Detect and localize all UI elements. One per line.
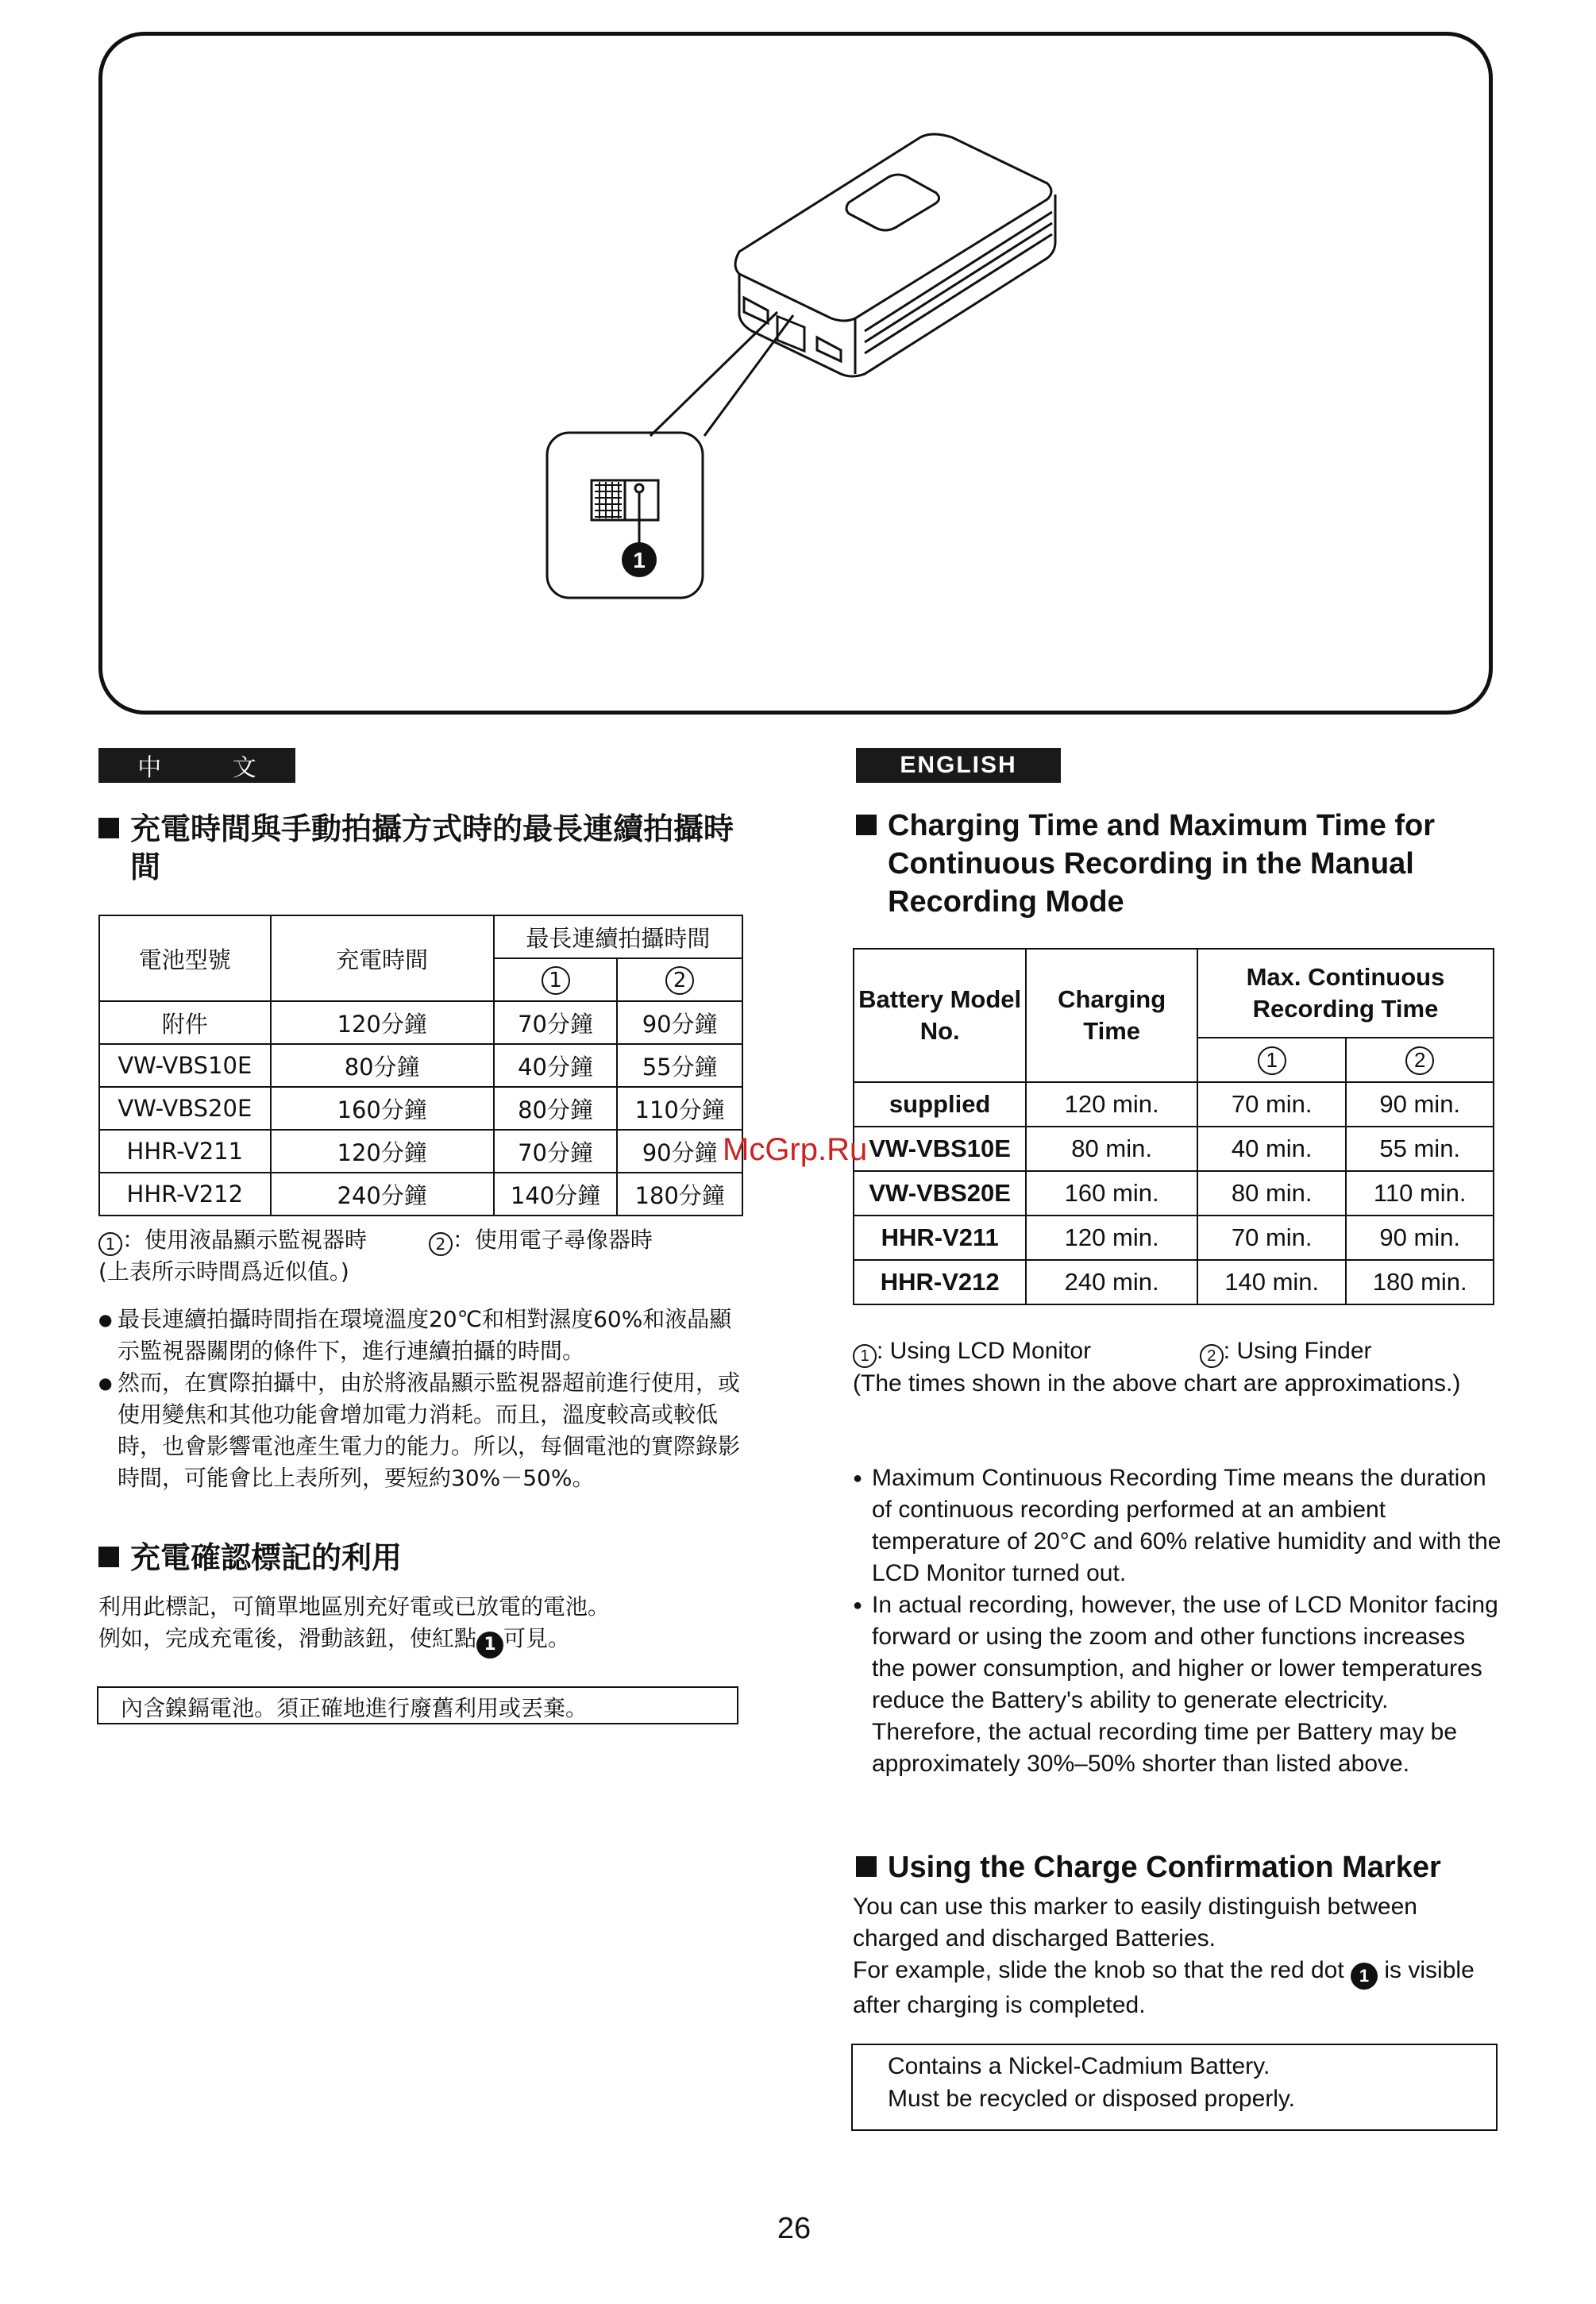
en-note-2: : Using Finder	[1223, 1338, 1372, 1364]
en-col-charge: Charging Time	[1026, 949, 1197, 1082]
zh-bullets	[98, 1304, 743, 1494]
table-row: supplied 120 min. 70 min. 90 min.	[854, 1082, 1494, 1127]
table-row: VW-VBS20E 160分鐘 80分鐘 110分鐘	[99, 1087, 742, 1130]
battery-label-slot	[846, 175, 939, 230]
zh-battery-notice-box: 內含鎳鎘電池。須正確地進行廢舊利用或丟棄。	[97, 1686, 738, 1724]
chinese-section-tag: 中 文	[98, 748, 295, 783]
en-sub-2: 2	[1346, 1038, 1494, 1082]
en-bullets	[853, 1462, 1504, 1780]
battery-drawing	[102, 36, 1497, 719]
zh-para-1: 利用此標記，可簡單地區別充好電或已放電的電池。	[98, 1593, 611, 1620]
zh-sub-2: 2	[617, 958, 742, 1001]
en-bullet-2: ● In actual recording, however, the use of LCD Monitor facing forward or using the zoom and other functions increases the power consumption, and higher or lower temperatures reduce the Battery's ability to generate electricity. Therefore, the actual recording time per Battery may be approximately 30%–50% shorter than listed above.	[853, 1589, 1504, 1780]
table-row: VW-VBS20E 160 min. 80 min. 110 min.	[854, 1171, 1494, 1216]
zh-table-notes: 1 ：使用液晶顯示監視器時 2 ：使用電子尋像器時 (上表所示時間爲近似值。)	[98, 1224, 758, 1288]
zh-note-3: (上表所示時間爲近似值。)	[98, 1258, 349, 1285]
en-box-line-2: Must be recycled or disposed properly.	[888, 2086, 1296, 2112]
en-marker-text	[853, 1891, 1504, 2021]
square-bullet-icon	[98, 1547, 119, 1567]
zh-bullet-1: ● 最長連續拍攝時間指在環境溫度20℃和相對濕度60%和液晶顯示監視器關閉的條件下，進行連續拍攝的時間。	[98, 1304, 743, 1367]
zh-sub-1: 1	[494, 958, 618, 1001]
red-dot-marker-icon: 1	[1351, 1963, 1378, 1990]
zh-charging-table	[98, 915, 743, 1216]
zh-heading-charging-time	[98, 810, 758, 886]
zh-marker-text	[98, 1591, 758, 1659]
zh-col-model: 電池型號	[99, 915, 271, 1001]
table-row: HHR-V211 120分鐘 70分鐘 90分鐘	[99, 1130, 742, 1173]
en-bullet-1: ● Maximum Continuous Recording Time means the duration of continuous recording performed at an ambient temperature of 20°C and 60% relative humidity and with the LCD Monitor turned out.	[853, 1462, 1504, 1589]
table-row: VW-VBS10E 80 min. 40 min. 55 min.	[854, 1127, 1494, 1171]
en-heading-charging-time	[856, 807, 1491, 921]
page-number: 26	[777, 2212, 811, 2245]
zh-note-2: ：使用電子尋像器時	[452, 1227, 653, 1253]
en-table-notes: 1 : Using LCD Monitor 2 : Using Finder (The times shown in the above chart are approximations.)	[853, 1335, 1504, 1400]
table-row: HHR-V212 240分鐘 140分鐘 180分鐘	[99, 1173, 742, 1216]
table-row: VW-VBS10E 80分鐘 40分鐘 55分鐘	[99, 1044, 742, 1087]
zh-col-max: 最長連續拍攝時間	[494, 915, 742, 958]
square-bullet-icon	[856, 815, 877, 835]
table-row: 附件 120分鐘 70分鐘 90分鐘	[99, 1001, 742, 1044]
en-col-max: Max. Continuous Recording Time	[1197, 949, 1494, 1038]
en-note-3: (The times shown in the above chart are approximations.)	[853, 1370, 1461, 1397]
en-heading-text: Charging Time and Maximum Time for Continuous Recording in the Manual Recording Mode	[888, 809, 1436, 919]
zh-para-2: 例如，完成充電後，滑動該鈕，使紅點 1 可見。	[98, 1623, 758, 1659]
zh-note-1: ：使用液晶顯示監視器時	[122, 1227, 368, 1253]
en-heading-marker	[856, 1848, 1507, 1886]
en-col-model: Battery Model No.	[854, 949, 1026, 1082]
table-row: HHR-V211 120 min. 70 min. 90 min.	[854, 1216, 1494, 1260]
en-sub-1: 1	[1197, 1038, 1347, 1082]
marker-1-label: 1	[633, 548, 646, 572]
en-charging-table	[853, 948, 1494, 1305]
en-para-1: You can use this marker to easily distinguish between charged and discharged Batteries.	[853, 1894, 1417, 1951]
en-note-1: : Using LCD Monitor	[877, 1338, 1092, 1364]
en-box-line-1: Contains a Nickel-Cadmium Battery.	[888, 2053, 1270, 2079]
square-bullet-icon	[98, 818, 119, 838]
zh-heading-text: 充電確認標記的利用	[130, 1540, 403, 1575]
zh-heading-text: 充電時間與手動拍攝方式時的最長連續拍攝時間	[130, 811, 734, 884]
red-dot-marker-icon: 1	[476, 1632, 503, 1659]
en-battery-notice-box	[851, 2044, 1498, 2131]
zh-col-charge: 充電時間	[271, 915, 494, 1001]
zh-heading-marker	[98, 1539, 758, 1577]
watermark: McGrp.Ru	[723, 1132, 868, 1167]
english-section-tag: ENGLISH	[856, 748, 1061, 783]
zh-bullet-2: ● 然而，在實際拍攝中，由於將液晶顯示監視器超前進行使用，或使用變焦和其他功能會增加電力消耗。而且，溫度較高或較低時，也會影響電池產生電力的能力。所以，每個電池的實際錄影時間，可能會比上表所列，要短約30%－50%。	[98, 1367, 743, 1494]
table-row: HHR-V212 240 min. 140 min. 180 min.	[854, 1260, 1494, 1304]
square-bullet-icon	[856, 1856, 877, 1877]
en-para-2: For example, slide the knob so that the red dot 1 is visible after charging is completed.	[853, 1957, 1475, 2018]
battery-illustration-frame	[98, 32, 1493, 715]
en-heading-text: Using the Charge Confirmation Marker	[888, 1851, 1441, 1884]
